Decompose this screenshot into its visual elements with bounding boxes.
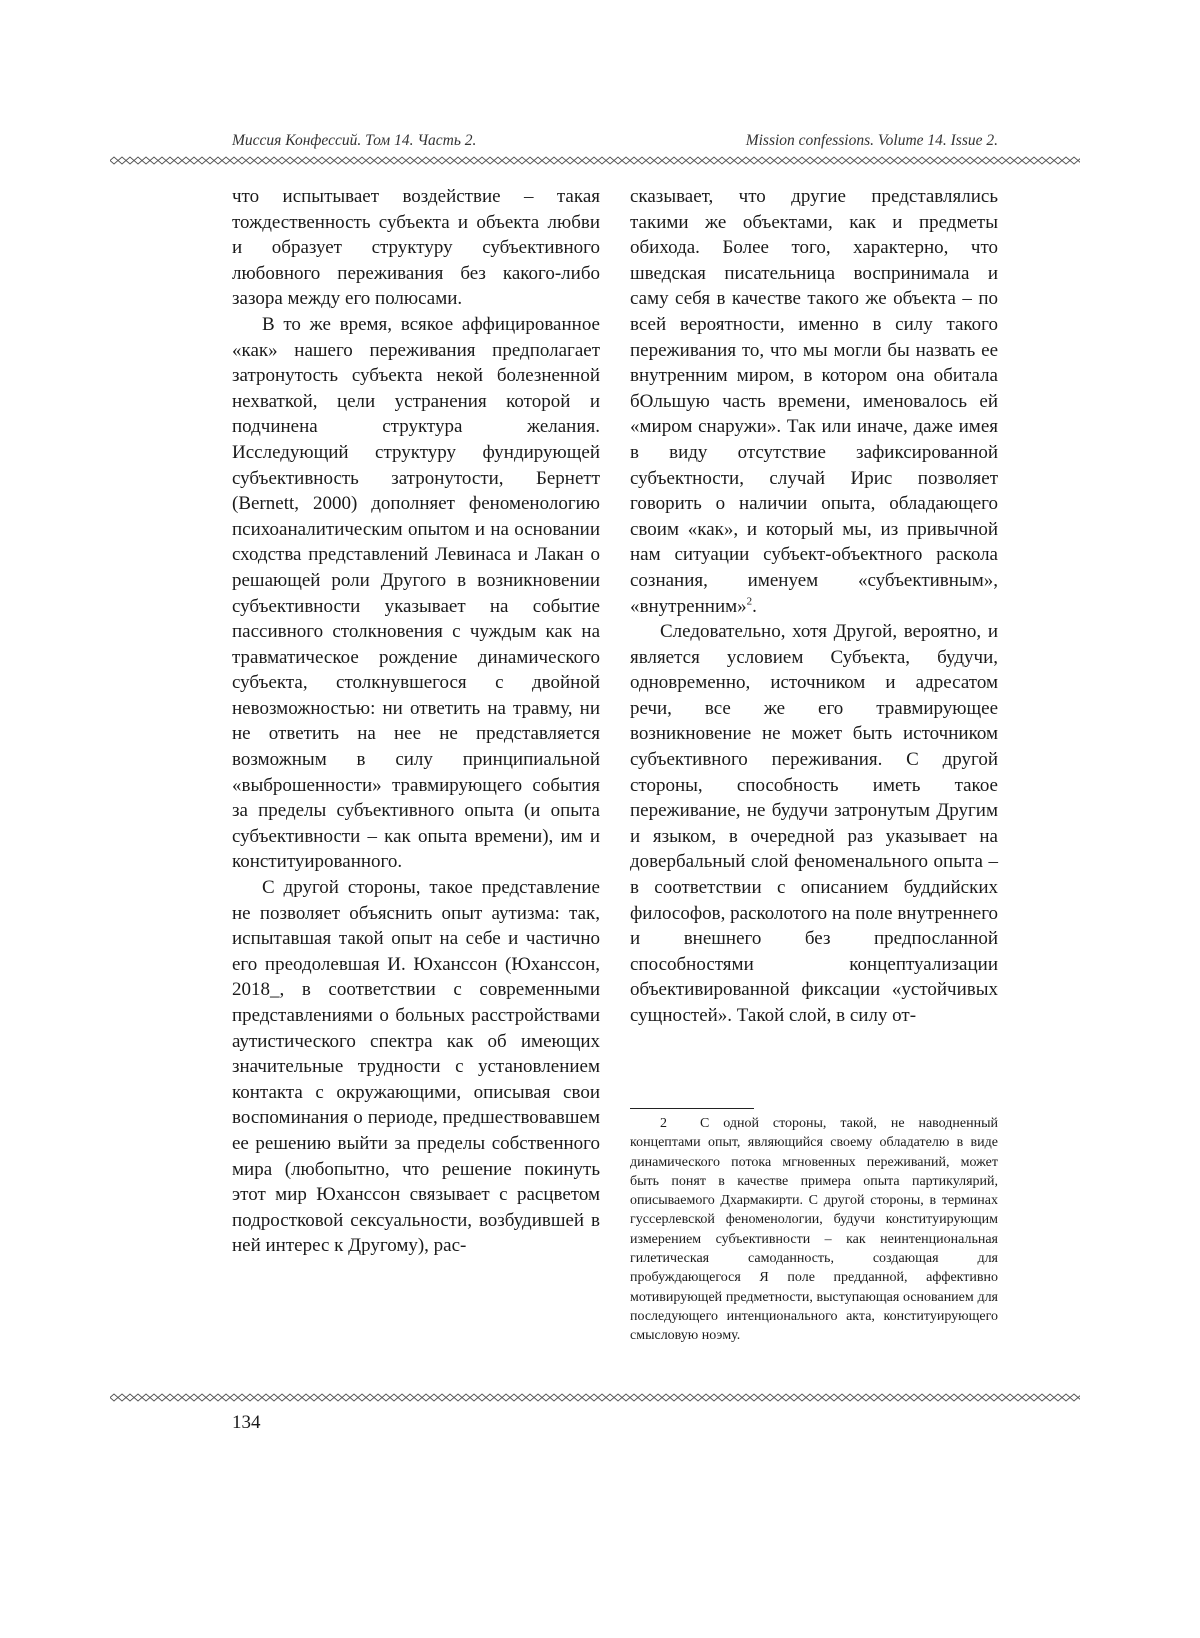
left-paragraph-2: В то же время, всякое аффицированное «как» нашего переживания предполагает затронутость субъекта некой болезненной нехваткой, цели устранения которой и подчинена структура желания. Исследующий структуру фундирующей субъективность затронутости, Бернетт (Bernett, 2000) дополняет феноменологию психоаналитическим опытом и на основании сходства представлений Левинаса и Лакан о решающей роли Другого в возникновении субъективности указывает на событие пассивного столкновения с чуждым как на травматическое рождение динамического субъекта, столкнувшегося с двойной невозможностью: ни ответить на травму, ни не ответить на нее не представляется возможным в силу принципиальной «выброшенности» травмирующего события за пределы субъективного опыта (и опыта субъективности – как опыта времени), им и конституированного. — [232, 313, 600, 873]
top-ornament-divider — [110, 156, 1080, 165]
page-number: 134 — [232, 1412, 261, 1433]
footnote — [630, 1114, 998, 1346]
right-paragraph-1-text: сказывает, что другие представлялись такими же объектами, как и предметы обихода. Более того, характерно, что шведская писательница воспринимала и саму себя в качестве такого же объекта – по всей вероятности, именно в силу такого переживания то, что мы могли бы назвать ее внутренним миром, в котором она обитала бОльшую часть времени, именовалось ей «миром снаружи». Так или иначе, даже имея в виду отсутствие зафиксированной субъектности, случай Ирис позволяет говорить о наличии опыта, обладающего своим «как», и который мы, из привычной нам ситуации субъект-объектного раскола сознания, именуем «субъективным», «внутренним» — [630, 186, 998, 617]
right-paragraph-1-end: . — [752, 595, 757, 617]
header-journal-title-en: Mission confessions. Volume 14. Issue 2. — [745, 132, 998, 149]
right-paragraph-1 — [630, 184, 998, 619]
left-paragraph-1: что испытывает воздействие – такая тождественность субъекта и объекта любви и образует структуру субъективного любовного переживания без какого-либо зазора между его полюсами. — [232, 186, 600, 310]
footnote-text: С одной стороны, такой, не наводненный концептами опыт, являющийся своему обладателю в виде динамического потока мгновенных переживаний, может быть понят в качестве примера опыта партикулярий, описываемого Дхармакирти. С другой стороны, в терминах гуссерлевской феноменологии, будучи конституирующим измерением субъективности – как неинтенциональная гилетическая самоданность, создающая для пробуждающегося Я поле предданной, аффективно мотивирующей предметности, выступающая основанием для последующего интенционального акта, конституирующего смысловую ноэму. — [630, 1116, 998, 1344]
left-column — [232, 184, 600, 1259]
running-header — [232, 132, 998, 150]
footnote-number: 2 — [660, 1116, 667, 1131]
header-journal-title-ru: Миссия Конфессий. Том 14. Часть 2. — [232, 132, 477, 149]
right-column — [630, 184, 998, 1029]
left-paragraph-3: С другой стороны, такое представление не позволяет объяснить опыт аутизма: так, испытавшая такой опыт на себе и частично его преодолевшая И. Юханссон (Юханссон, 2018_, в соответствии с современными представлениями о больных расстройствами аутистического спектра как об имеющих значительные трудности с установлением контакта с окружающими, описывая свои воспоминания о периоде, предшествовавшем ее решению выйти за пределы собственного мира (любопытно, что решение покинуть этот мир Юханссон связывает с расцветом подростковой сексуальности, возбудившей в ней интерес к Другому), рас- — [232, 877, 600, 1257]
footnote-separator — [630, 1108, 754, 1109]
right-paragraph-2: Следовательно, хотя Другой, вероятно, и является условием Субъекта, будучи, одновременно, источником и адресатом речи, все же его травмирующее возникновение не может быть источником субъективного переживания. С другой стороны, способность иметь такое переживание, не будучи затронутым Другим и языком, в очередной раз указывает на довербальный слой феноменального опыта – в соответствии с описанием буддийских философов, расколотого на поле внутреннего и внешнего без предпосланной способностями концептуализации объективированной фиксации «устойчивых сущностей». Такой слой, в силу от- — [630, 621, 999, 1026]
footnote-reference[interactable]: 2 — [746, 595, 753, 608]
bottom-ornament-divider — [110, 1393, 1080, 1402]
